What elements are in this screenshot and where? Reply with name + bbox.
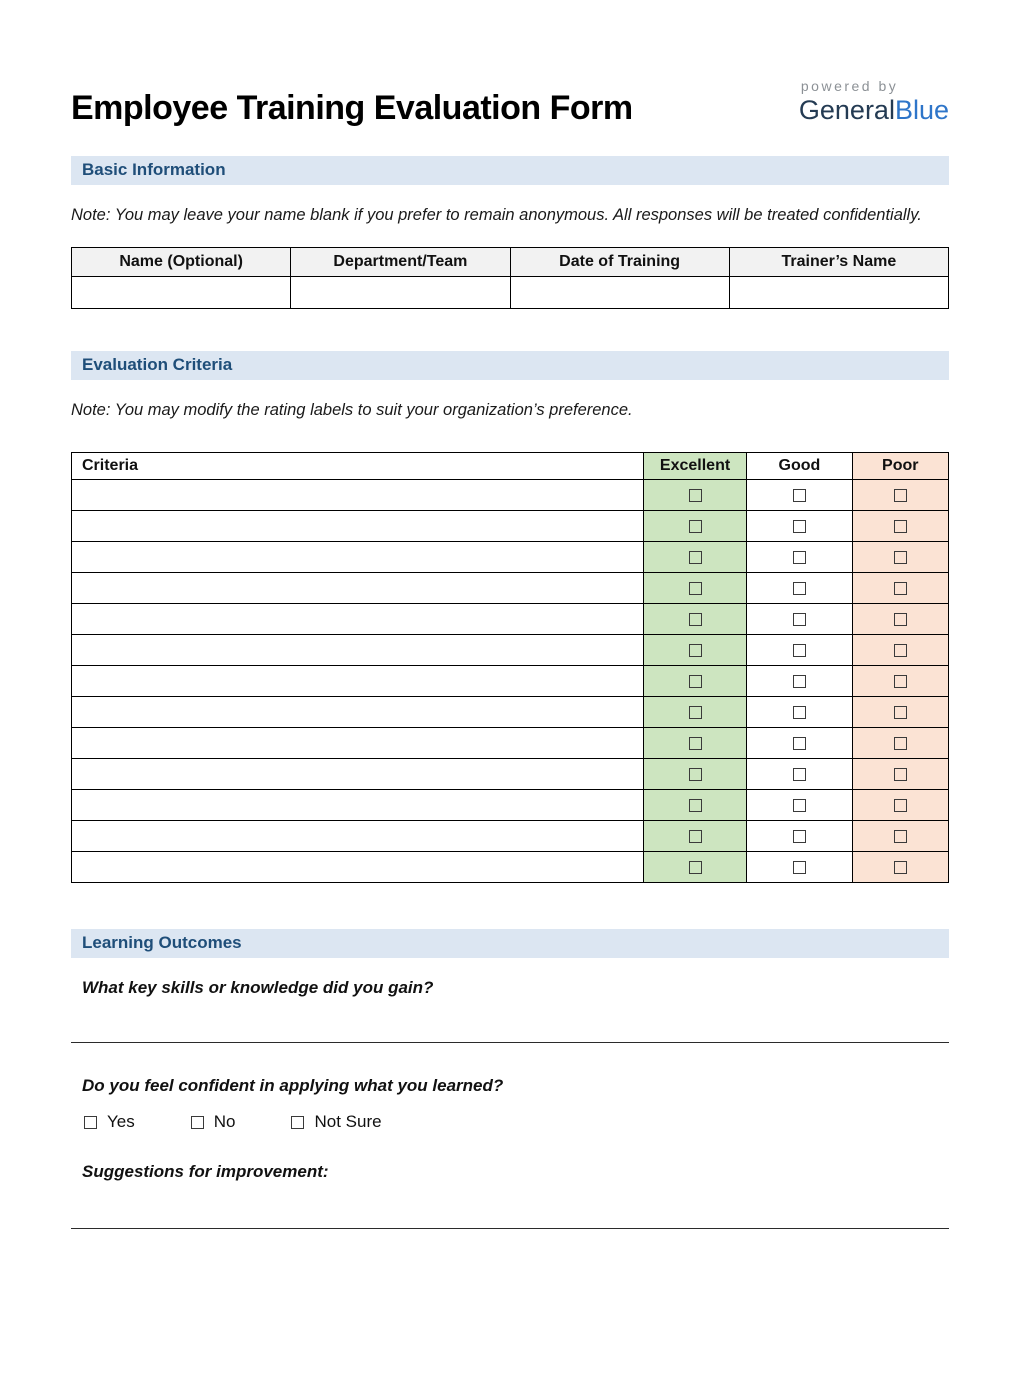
criteria-row	[72, 480, 949, 511]
section-basic-information: Basic Information	[71, 156, 949, 185]
evaluation-criteria-table	[71, 452, 949, 883]
criteria-row	[72, 511, 949, 542]
good-cell[interactable]	[747, 852, 852, 883]
criteria-row	[72, 573, 949, 604]
checkbox-icon[interactable]	[793, 737, 806, 750]
question-suggestions: Suggestions for improvement:	[82, 1162, 329, 1182]
excellent-cell[interactable]	[643, 635, 746, 666]
checkbox-icon[interactable]	[894, 799, 907, 812]
good-cell[interactable]	[747, 604, 852, 635]
header-date-of-training: Date of Training	[510, 248, 729, 277]
option-yes-label: Yes	[107, 1112, 135, 1132]
generalblue-logo	[799, 78, 949, 128]
name-input-cell[interactable]	[72, 277, 291, 309]
answer-line-suggestions[interactable]	[71, 1228, 949, 1229]
poor-cell[interactable]	[852, 480, 948, 511]
criteria-row	[72, 728, 949, 759]
page-title: Employee Training Evaluation Form	[71, 89, 633, 127]
checkbox-icon[interactable]	[793, 613, 806, 626]
brand-general: General	[798, 95, 895, 125]
option-not-sure[interactable]	[291, 1112, 381, 1132]
poor-cell[interactable]	[852, 604, 948, 635]
excellent-cell[interactable]	[643, 480, 746, 511]
checkbox-icon[interactable]	[689, 861, 702, 874]
poor-cell[interactable]	[852, 666, 948, 697]
header-criteria: Criteria	[72, 453, 644, 480]
criteria-row	[72, 604, 949, 635]
option-no-label: No	[213, 1112, 236, 1132]
checkbox-icon[interactable]	[191, 1116, 204, 1129]
good-cell[interactable]	[747, 821, 852, 852]
checkbox-icon[interactable]	[689, 644, 702, 657]
checkbox-icon[interactable]	[894, 675, 907, 688]
checkbox-icon[interactable]	[689, 675, 702, 688]
checkbox-icon[interactable]	[793, 799, 806, 812]
criteria-input-cell[interactable]	[72, 697, 644, 728]
brand-blue: Blue	[894, 95, 949, 125]
poor-cell[interactable]	[852, 821, 948, 852]
excellent-cell[interactable]	[643, 852, 746, 883]
checkbox-icon[interactable]	[894, 520, 907, 533]
checkbox-icon[interactable]	[689, 830, 702, 843]
option-no[interactable]	[191, 1112, 236, 1132]
excellent-cell[interactable]	[643, 511, 746, 542]
checkbox-icon[interactable]	[689, 551, 702, 564]
checkbox-icon[interactable]	[894, 861, 907, 874]
checkbox-icon[interactable]	[894, 613, 907, 626]
info-table-input-row	[72, 277, 949, 309]
poor-cell[interactable]	[852, 635, 948, 666]
criteria-row	[72, 697, 949, 728]
criteria-row	[72, 821, 949, 852]
checkbox-icon[interactable]	[793, 768, 806, 781]
criteria-input-cell[interactable]	[72, 666, 644, 697]
poor-cell[interactable]	[852, 542, 948, 573]
criteria-input-cell[interactable]	[72, 852, 644, 883]
checkbox-icon[interactable]	[894, 706, 907, 719]
header-poor: Poor	[852, 453, 948, 480]
criteria-input-cell[interactable]	[72, 759, 644, 790]
poor-cell[interactable]	[852, 852, 948, 883]
checkbox-icon[interactable]	[894, 830, 907, 843]
option-yes[interactable]	[84, 1112, 135, 1132]
question-key-skills: What key skills or knowledge did you gain?	[82, 978, 434, 998]
checkbox-icon[interactable]	[894, 768, 907, 781]
good-cell[interactable]	[747, 480, 852, 511]
good-cell[interactable]	[747, 542, 852, 573]
checkbox-icon[interactable]	[894, 551, 907, 564]
info-table-header-row	[72, 248, 949, 277]
excellent-cell[interactable]	[643, 728, 746, 759]
poor-cell[interactable]	[852, 790, 948, 821]
checkbox-icon[interactable]	[291, 1116, 304, 1129]
excellent-cell[interactable]	[643, 604, 746, 635]
good-cell[interactable]	[747, 573, 852, 604]
checkbox-icon[interactable]	[689, 613, 702, 626]
checkbox-icon[interactable]	[894, 737, 907, 750]
excellent-cell[interactable]	[643, 666, 746, 697]
checkbox-icon[interactable]	[894, 582, 907, 595]
excellent-cell[interactable]	[643, 542, 746, 573]
department-input-cell[interactable]	[291, 277, 510, 309]
criteria-input-cell[interactable]	[72, 790, 644, 821]
basic-information-note: Note: You may leave your name blank if you prefer to remain anonymous. All responses will be treated confidentially.	[71, 206, 922, 224]
excellent-cell[interactable]	[643, 697, 746, 728]
criteria-input-cell[interactable]	[72, 542, 644, 573]
poor-cell[interactable]	[852, 511, 948, 542]
header-good: Good	[747, 453, 852, 480]
criteria-input-cell[interactable]	[72, 573, 644, 604]
checkbox-icon[interactable]	[793, 706, 806, 719]
checkbox-icon[interactable]	[689, 799, 702, 812]
excellent-cell[interactable]	[643, 573, 746, 604]
checkbox-icon[interactable]	[689, 582, 702, 595]
checkbox-icon[interactable]	[689, 737, 702, 750]
checkbox-icon[interactable]	[793, 489, 806, 502]
criteria-input-cell[interactable]	[72, 635, 644, 666]
section-evaluation-criteria: Evaluation Criteria	[71, 351, 949, 380]
good-cell[interactable]	[747, 635, 852, 666]
checkbox-icon[interactable]	[689, 520, 702, 533]
good-cell[interactable]	[747, 790, 852, 821]
good-cell[interactable]	[747, 511, 852, 542]
criteria-row	[72, 852, 949, 883]
checkbox-icon[interactable]	[793, 644, 806, 657]
powered-by-text: powered by	[800, 78, 899, 94]
criteria-input-cell[interactable]	[72, 604, 644, 635]
excellent-cell[interactable]	[643, 790, 746, 821]
answer-line-skills[interactable]	[71, 1042, 949, 1043]
option-not-sure-label: Not Sure	[314, 1112, 382, 1132]
poor-cell[interactable]	[852, 697, 948, 728]
good-cell[interactable]	[747, 728, 852, 759]
header-name-optional: Name (Optional)	[72, 248, 291, 277]
checkbox-icon[interactable]	[84, 1116, 97, 1129]
criteria-row	[72, 790, 949, 821]
criteria-row	[72, 542, 949, 573]
poor-cell[interactable]	[852, 759, 948, 790]
good-cell[interactable]	[747, 666, 852, 697]
checkbox-icon[interactable]	[689, 706, 702, 719]
criteria-input-cell[interactable]	[72, 511, 644, 542]
header-trainers-name: Trainer’s Name	[729, 248, 948, 277]
poor-cell[interactable]	[852, 573, 948, 604]
criteria-input-cell[interactable]	[72, 480, 644, 511]
date-input-cell[interactable]	[510, 277, 729, 309]
trainer-input-cell[interactable]	[729, 277, 948, 309]
evaluation-criteria-note: Note: You may modify the rating labels to suit your organization’s preference.	[71, 401, 633, 420]
basic-information-table	[71, 247, 949, 309]
good-cell[interactable]	[747, 759, 852, 790]
checkbox-icon[interactable]	[689, 489, 702, 502]
checkbox-icon[interactable]	[793, 551, 806, 564]
checkbox-icon[interactable]	[894, 644, 907, 657]
excellent-cell[interactable]	[643, 821, 746, 852]
criteria-input-cell[interactable]	[72, 821, 644, 852]
poor-cell[interactable]	[852, 728, 948, 759]
criteria-table-header-row	[72, 453, 949, 480]
excellent-cell[interactable]	[643, 759, 746, 790]
criteria-row	[72, 635, 949, 666]
checkbox-icon[interactable]	[793, 861, 806, 874]
criteria-input-cell[interactable]	[72, 728, 644, 759]
checkbox-icon[interactable]	[689, 768, 702, 781]
confidence-options	[84, 1112, 949, 1132]
document-header	[71, 78, 949, 128]
section-learning-outcomes: Learning Outcomes	[71, 929, 949, 958]
checkbox-icon[interactable]	[793, 520, 806, 533]
checkbox-icon[interactable]	[793, 830, 806, 843]
checkbox-icon[interactable]	[894, 489, 907, 502]
header-department-team: Department/Team	[291, 248, 510, 277]
document-page	[0, 78, 1020, 1229]
checkbox-icon[interactable]	[793, 582, 806, 595]
header-excellent: Excellent	[643, 453, 746, 480]
question-confidence: Do you feel confident in applying what you learned?	[82, 1076, 504, 1096]
brand-wordmark	[799, 95, 949, 126]
checkbox-icon[interactable]	[793, 675, 806, 688]
criteria-row	[72, 666, 949, 697]
criteria-row	[72, 759, 949, 790]
good-cell[interactable]	[747, 697, 852, 728]
